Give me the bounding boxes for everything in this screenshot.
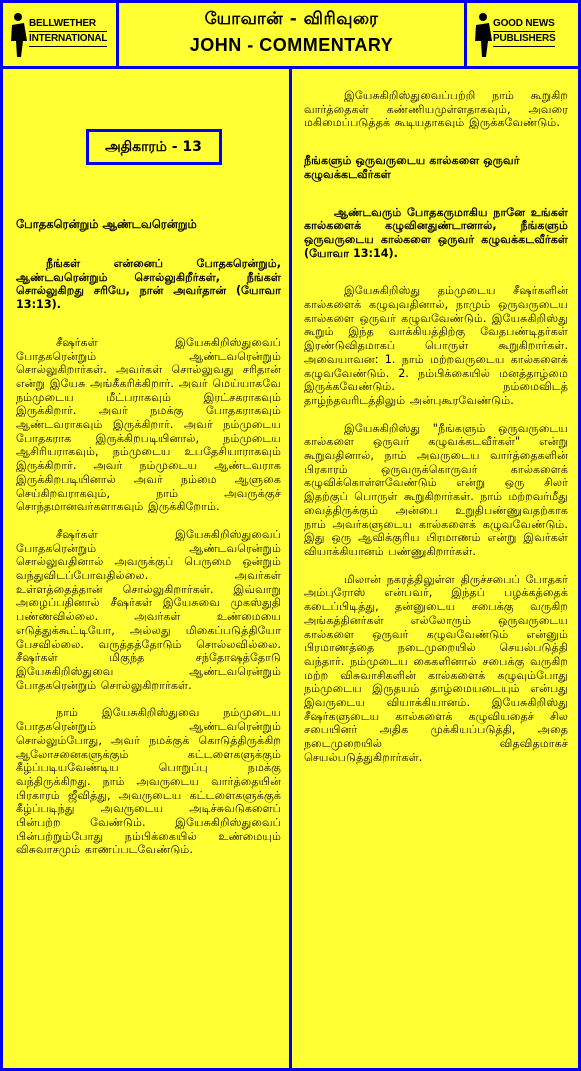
chapter-label: அதிகாரம் - 13 (86, 129, 222, 165)
scripture-quote: நீங்கள் என்னைப் போதகரென்றும், ஆண்டவரென்றும் சொல்லுகிறீர்கள், நீங்கள் சொல்லுகிறது சரியே, நான் அவர்தான் (யோவா 13:13). (16, 257, 281, 312)
paragraph: சீஷர்கள் இயேசுகிறிஸ்துவைப் போதகரென்றும் ஆண்டவரென்றும் சொல்லுவதினால் அவருக்குப் பெருமை ஒன்றும் வந்துவிடப்போவதில்லை. அவர்கள் உள்ளத்தைத்தான் சொல்லுகிறார்கள். இவ்வாறு அழைப்பதினால் சீஷர்கள் இயேசுவை முகஸ்துதி பண்ணவில்லை. அவர்கள் உண்மையை எடுத்துக்கூட்டியோ, அல்லது மிகைப்படுத்தியோ பேசவில்லை. வருத்தத்தோடும் சொல்லவில்லை. சீஷர்கள் மிகுந்த சந்தோஷத்தோடு இயேசுகிறிஸ்துவை ஆண்டவரென்றும் போதகரென்றும் சொல்லுகிறார்கள். (16, 527, 281, 692)
figure-icon (9, 11, 31, 59)
section-title: போதகரென்றும் ஆண்டவரென்றும் (16, 217, 197, 231)
paragraph: இயேசுகிறிஸ்து தம்முடைய சீஷர்களின் கால்களைக் கழுவுவதினால், நாமும் ஒருவருடைய கால்களை ஒருவர் கழுவவேண்டும். இயேசுகிறிஸ்து கூறும் இந்த வாக்கியத்திற்கு வேதபண்டிதர்கள் இரண்டுவிதமாகப் பொருள் கூறுகிறார்கள். அவையாவன: 1. நாம் மற்றவருடைய கால்களைக் கழுவவேண்டும். 2. நம்பிக்கையில் மனத்தாழ்மை இருக்கவேண்டும். நம்மைவிடத் தாழ்ந்தவரிடத்திலும் அன்புகூரவேண்டும். (304, 284, 568, 407)
left-column (3, 69, 289, 1068)
paragraph: நாம் இயேசுகிறிஸ்துவை நம்முடைய போதகரென்றும் ஆண்டவரென்றும் சொல்லும்போது, அவர் நமக்குக் கொடுத்திருக்கிற ஆலோசனைகளுக்கும் கட்டளைகளுக்கும் கீழ்ப்படியவேண்டிய பொறுப்பு நமக்கு வந்திருக்கிறது. நாம் அவருடைய வார்த்தையின் பிரகாரம் ஜீவித்து, அவருடைய கட்டளைகளுக்குக் கீழ்ப்படிந்து அவருடைய அடிச்சுவடுகளைப் பின்பற்ற வேண்டும். இயேசுகிறிஸ்துவைப் பின்பற்றும்போது நம்பிக்கையில் உண்மையும் விசுவாசமும் காணப்படவேண்டும். (16, 706, 281, 857)
title-tamil: யோவான் - விரிவுரை (204, 9, 379, 29)
logo-line-1: GOOD NEWS (493, 17, 555, 32)
goodnews-logo-box (467, 3, 578, 66)
bellwether-logo (9, 11, 109, 59)
paragraph: இயேசுகிறிஸ்து "நீங்களும் ஒருவருடைய கால்களை ஒருவர் கழுவக்கடவீர்கள்" என்று கூறுவதினால், நாம் அவருடைய வார்த்தைகளின் பிரகாரம் ஒருவருக்கொருவர் கால்களைக் கழுவிக்கொள்ளவேண்டும் என்று ஒரு சிலர் இதற்குப் பொருள் கூறுகிறார்கள். நாம் மற்றவர்மீது வைத்திருக்கும் அன்பை உறுதிபண்ணுவதற்காக நாம் அவர்களுடைய கால்களைக் கழுவவேண்டும். இது ஒரு ஆவிக்குரிய பிரமாணம் என்று இவர்கள் வியாக்கியானம் பண்ணுகிறார்கள். (304, 421, 568, 558)
intro-paragraph: இயேசுகிறிஸ்துவைப்பற்றி நாம் கூறுகிற வார்த்தைகள் கண்ணியமுள்ளதாகவும், அவரை மகிமைப்படுத்தக் கூடியதாகவும் இருக்கவேண்டும். (304, 89, 568, 130)
paragraph: சீஷர்கள் இயேசுகிறிஸ்துவைப் போதகரென்றும் ஆண்டவரென்றும் சொல்லுகிறார்கள். அவர்கள் சொல்லுவது சரிதான் என்று இயேசு அங்கீகரிக்கிறார். அவர் மெய்யாகவே நம்முடைய மீட்பராகவும் இரட்சகராகவும் இருக்கிறார். அவர் நமக்கு போதகராகவும் ஆண்டவராகவும் இருக்கிறார். அவர் நம்முடைய போதகராக இருக்கிறபடியினால், நம்முடைய ஆசிரியராகவும், நம்முடைய உபதேசியாராகவும் இருக்கிறார். அவர் நம்முடைய ஆண்டவராக இருக்கிறபடியினால் அவர் நம்மை ஆளுகை செய்கிறவராகவும், நாம் அவருக்குச் சொந்தமானவர்களாகவும் இருக்கிறோம். (16, 335, 281, 514)
logo-line-2: PUBLISHERS (493, 32, 555, 47)
figure-icon (473, 11, 495, 59)
section-title: நீங்களும் ஒருவருடைய கால்களை ஒருவர் கழுவக்கடவீர்கள் (304, 154, 520, 181)
header (3, 3, 578, 66)
logo-line-2: INTERNATIONAL (29, 32, 107, 47)
scripture-quote: ஆண்டவரும் போதகருமாகிய நானே உங்கள் கால்களைக் கழுவினதுண்டானால், நீங்களும் ஒருவருடைய கால்களை ஒருவர் கழுவக்கடவீர்கள் (யோவா 13:14). (304, 205, 568, 260)
logo-line-1: BELLWETHER (29, 17, 107, 32)
goodnews-logo (473, 11, 573, 59)
title-english: JOHN - COMMENTARY (189, 35, 394, 55)
title-box (119, 3, 464, 66)
right-column (292, 69, 578, 1068)
bellwether-logo-box (3, 3, 116, 66)
paragraph: மிலான் நகரத்திலுள்ள திருச்சபைப் போதகர் அம்புரோஸ் என்பவர், இந்தப் பழக்கத்தைக் கடைப்பிடித்து, தன்னுடைய சபைக்கு வருகிற அங்கத்தினர்கள் எல்லோரும் ஒருவருடைய கால்களை ஒருவர் கழுவவேண்டும் என்னும் பிரமாணத்தை நடைமுறையில் செயல்படுத்தி வந்தார். நம்முடைய கைகளினால் சபைக்கு வருகிற மற்ற விசுவாசிகளின் கால்களைக் கழுவும்போது நம்முடைய இருதயம் தாழ்மையடையும் என்பது இவருடைய வியாக்கியானம். இயேசுகிறிஸ்து சீஷர்களுடைய கால்களைக் கழுவியதைச் சில சபையினர் அதிக முக்கியப்படுத்தி, அதை நடைமுறையில் விதவிதமாகச் செயல்படுத்துகிறார்கள். (304, 572, 568, 764)
